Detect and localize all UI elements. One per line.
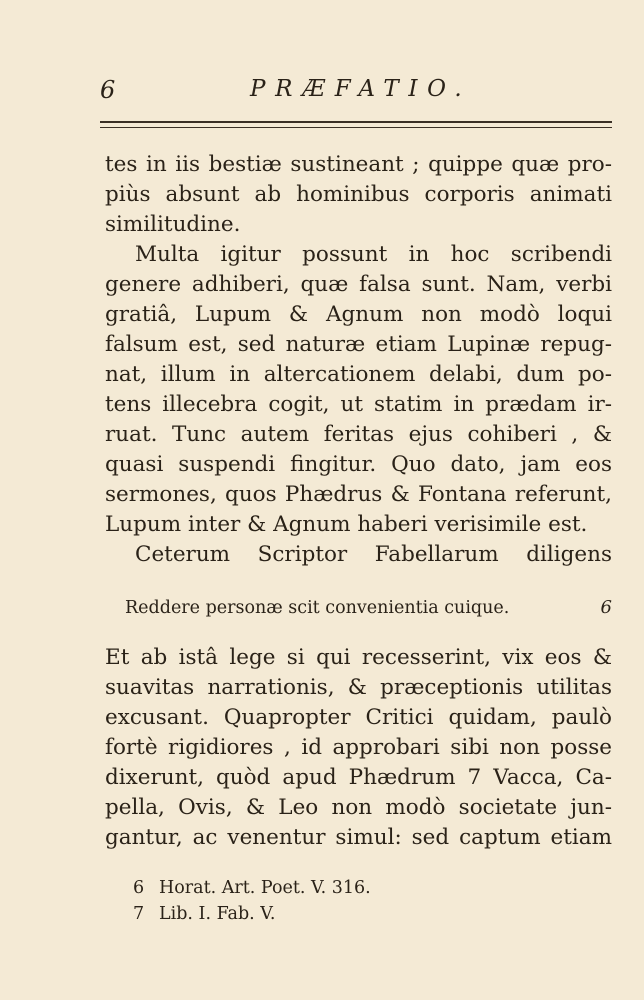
quotation-text: Reddere personæ scit convenientia cuique. [125,598,510,618]
running-title: PRÆFATIO. [250,76,472,102]
footnote-number: 7 [133,904,145,924]
text-line: quasi suspendi fingitur. Quo dato, jam eos [105,452,612,477]
footnote-text: Lib. I. Fab. V. [159,904,276,924]
page-header [100,76,612,106]
footnote [133,901,371,927]
text-line: suavitas narrationis, & præceptionis utilitas [105,675,612,700]
text-line: genere adhiberi, quæ falsa sunt. Nam, verbi [105,272,612,297]
body-text [105,150,612,570]
footnote-marker: 6 [600,597,612,618]
body-text-continued [105,643,612,853]
header-rule-thin [100,127,612,128]
text-line: nat, illum in altercationem delabi, dum po- [105,362,612,387]
text-line: ruat. Tunc autem feritas ejus cohiberi , & [105,422,612,447]
text-line: tens illecebra cogit, ut statim in prædam ir- [105,392,612,417]
text-line: gratiâ, Lupum & Agnum non modò loqui [105,302,612,327]
text-line: Multa igitur possunt in hoc scribendi [135,242,612,267]
footnotes [133,875,371,927]
text-line: fortè rigidiores , id approbari sibi non posse [105,735,612,760]
text-line: similitudine. [105,212,241,237]
page-number: 6 [100,76,116,104]
text-line: dixerunt, quòd apud Phædrum 7 Vacca, Ca- [105,765,612,790]
text-line: sermones, quos Phædrus & Fontana referunt, [105,482,612,507]
text-line: pella, Ovis, & Leo non modò societate jun- [105,795,612,820]
verse-quotation [125,594,612,622]
text-line: Ceterum Scriptor Fabellarum diligens [135,542,612,567]
header-rule-thick [100,121,612,123]
footnote-text: Horat. Art. Poet. V. 316. [159,878,371,898]
text-line: Et ab istâ lege si qui recesserint, vix eos & [105,645,612,670]
text-line: gantur, ac venentur simul: sed captum etiam [105,825,612,850]
text-line: tes in iis bestiæ sustineant ; quippe quæ pro- [105,152,612,177]
footnote-number: 6 [133,878,145,898]
text-line: falsum est, sed naturæ etiam Lupinæ repug- [105,332,612,357]
footnote [133,875,371,901]
text-line: piùs absunt ab hominibus corporis animati [105,182,612,207]
text-line: Lupum inter & Agnum haberi verisimile est. [105,512,588,537]
text-line: excusant. Quapropter Critici quidam, paulò [105,705,612,730]
